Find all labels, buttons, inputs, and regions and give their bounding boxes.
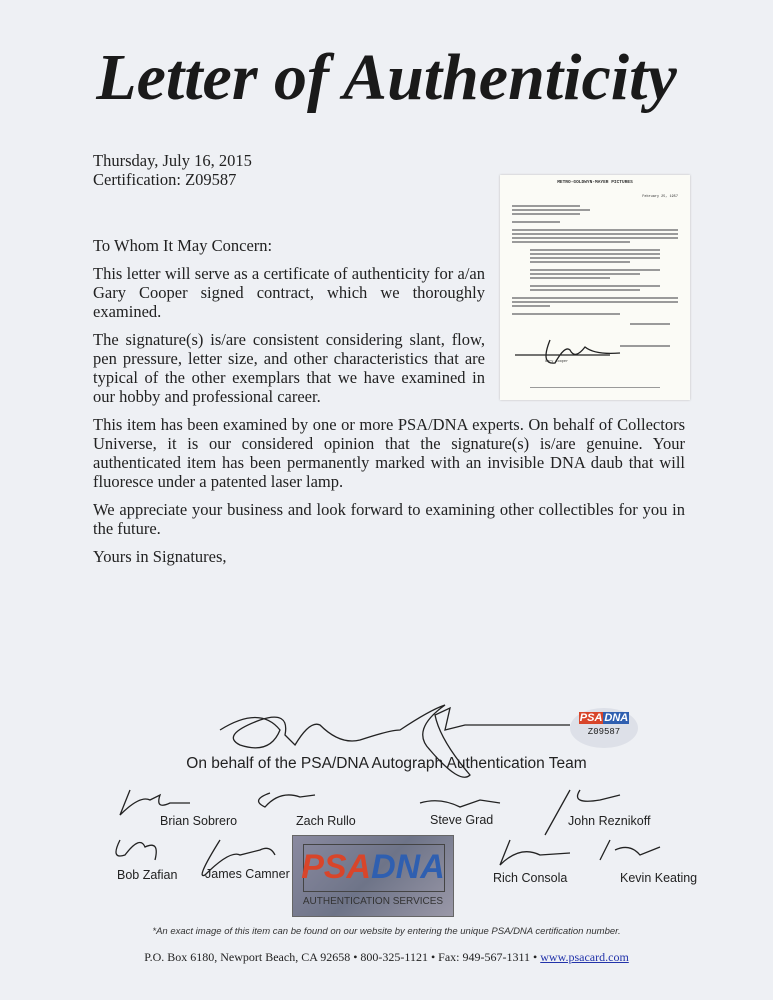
- website-link[interactable]: www.psacard.com: [540, 950, 629, 964]
- signer-name: Rich Consola: [493, 871, 568, 885]
- signer-name: James Camner: [205, 867, 290, 881]
- address: P.O. Box 6180, Newport Beach, CA 92658 • 800-325-1121 • Fax: 949-567-1311 •: [144, 950, 538, 964]
- paragraph-1: This letter will serve as a certificate of authenticity for a/an Gary Cooper signed contract, which we thoroughly examined.: [93, 264, 485, 321]
- closing: Yours in Signatures,: [93, 547, 227, 566]
- letter-date: Thursday, July 16, 2015: [93, 151, 252, 170]
- contract-date: February 25, 1957: [642, 195, 678, 199]
- signer-name: Zach Rullo: [296, 814, 356, 828]
- team-line: On behalf of the PSA/DNA Autograph Authentication Team: [186, 755, 587, 772]
- gary-cooper-signature: [510, 325, 640, 370]
- signer-name: Bob Zafian: [117, 868, 178, 882]
- item-image-contract: [500, 175, 690, 400]
- signer-name: John Reznikoff: [568, 814, 651, 828]
- signer-name: Kevin Keating: [620, 871, 698, 885]
- footnote: *An exact image of this item can be found on our website by entering the unique PSA/DNA certification number.: [152, 926, 621, 937]
- paragraph-3: This item has been examined by one or more PSA/DNA experts. On behalf of Collectors Universe, it is our considered opinion that the signature(s) is/are genuine. Your authenticated item has been permanently marked with an invisible DNA daub that will fluoresce under a patented laser lamp.: [93, 415, 685, 491]
- signer-name: Brian Sobrero: [160, 814, 238, 828]
- logo-psa: PSA: [301, 848, 372, 886]
- paragraph-2: The signature(s) is/are consistent considering slant, flow, pen pressure, letter size, and other characteristics that are typical of the other exemplars that we have examined in our hobby and professional career.: [93, 330, 485, 406]
- paragraph-4: We appreciate your business and look forward to examining other collectibles for you in the future.: [93, 500, 685, 538]
- signature-caption: Gary Cooper: [545, 360, 569, 364]
- sticker-dna: DNA: [604, 712, 629, 724]
- logo-dna: DNA: [371, 848, 445, 886]
- document-title: Letter of Authenticity: [96, 41, 677, 114]
- sticker-psa: PSA: [579, 712, 603, 724]
- address-line: [0, 950, 773, 965]
- salutation: To Whom It May Concern:: [93, 236, 273, 255]
- psa-dna-sticker: [570, 708, 638, 748]
- sticker-number: Z09587: [587, 727, 621, 737]
- letterhead: METRO-GOLDWYN-MAYER PICTURES: [557, 180, 633, 185]
- logo-tagline: AUTHENTICATION SERVICES: [302, 896, 444, 907]
- signer-name: Steve Grad: [430, 813, 494, 827]
- psa-dna-logo: [292, 835, 454, 917]
- certification-number: Certification: Z09587: [93, 170, 237, 189]
